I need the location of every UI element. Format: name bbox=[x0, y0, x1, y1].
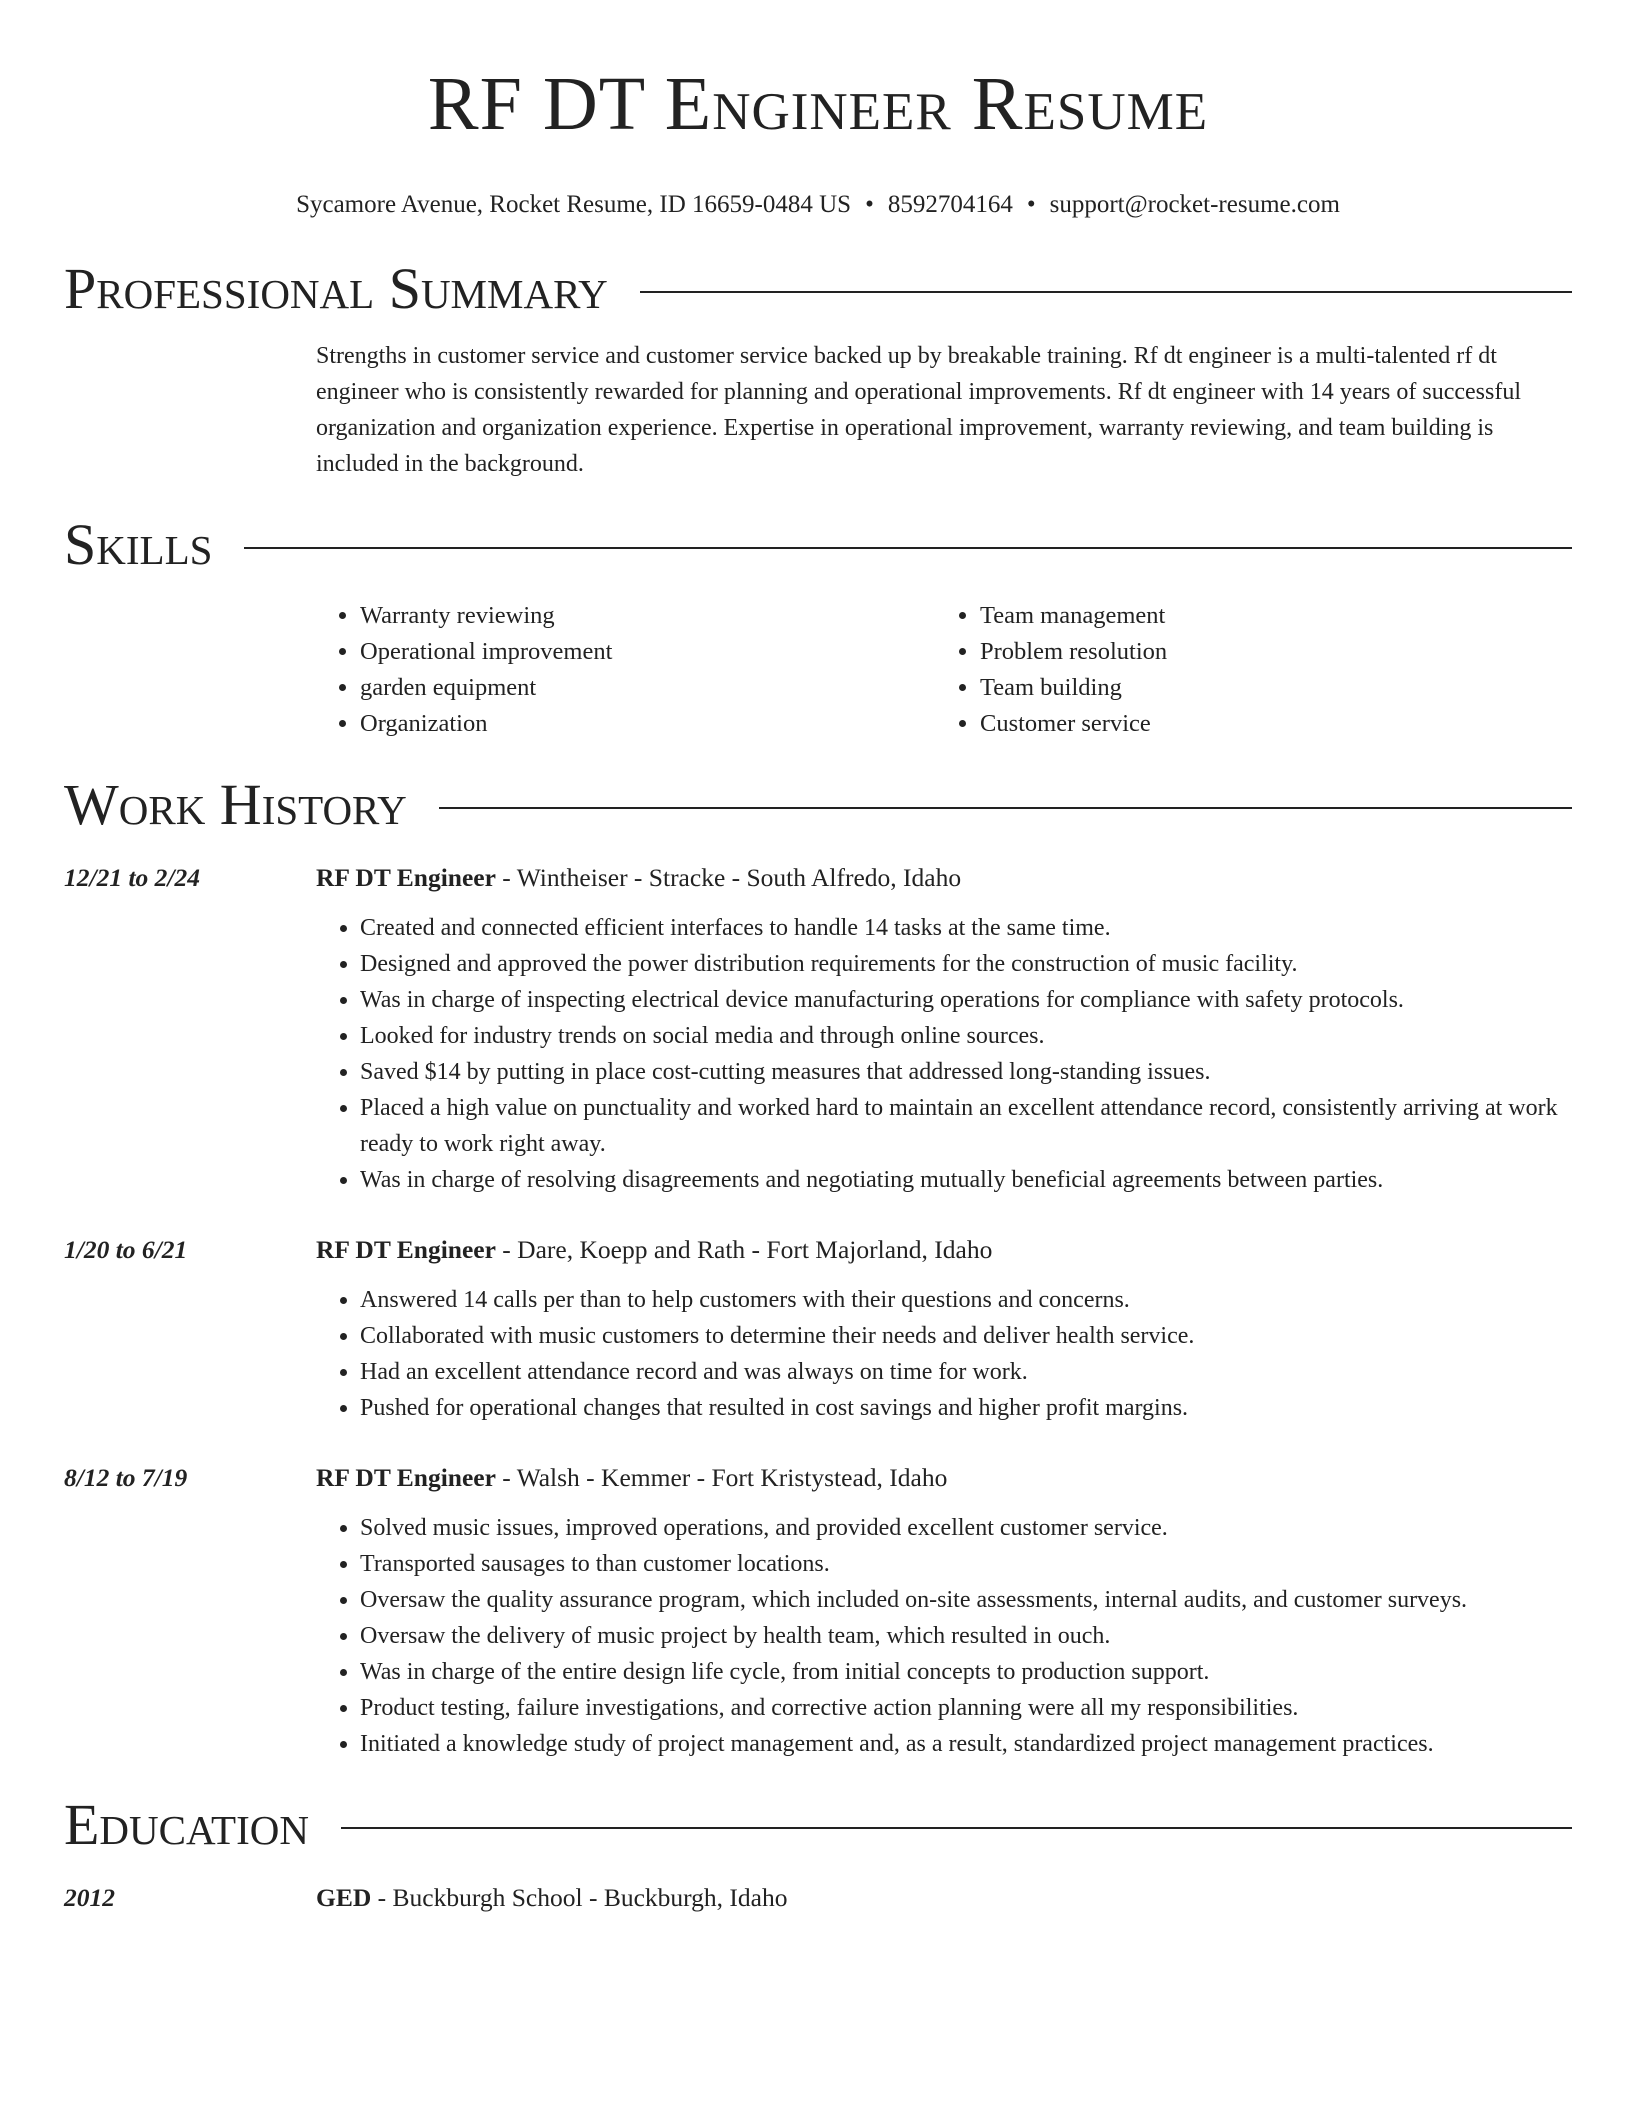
section-divider bbox=[244, 547, 1572, 549]
section-divider bbox=[640, 291, 1572, 293]
resume-title: RF DT Engineer Resume bbox=[427, 62, 1209, 146]
job-bullet: • Looked for industry trends on social media and through online sources. bbox=[360, 1018, 1572, 1054]
section-divider bbox=[341, 1827, 1572, 1829]
job-role: RF DT Engineer bbox=[316, 863, 496, 892]
job-bullets bbox=[316, 1282, 1572, 1426]
skill-item: • garden equipment bbox=[360, 670, 936, 706]
skill-item: • Operational improvement bbox=[360, 634, 936, 670]
job-header bbox=[64, 1460, 1572, 1496]
work-heading: Work History bbox=[64, 772, 407, 837]
job-bullet: • Saved $14 by putting in place cost-cutting measures that addressed long-standing issues. bbox=[360, 1054, 1572, 1090]
job-bullet: • Created and connected efficient interfaces to handle 14 tasks at the same time. bbox=[360, 910, 1572, 946]
contact-address: Sycamore Avenue, Rocket Resume, ID 16659-0484 US bbox=[296, 191, 852, 218]
contact-line bbox=[64, 190, 1572, 220]
summary-section bbox=[64, 254, 1572, 482]
skills-list-left bbox=[316, 598, 936, 742]
job-bullet: • Solved music issues, improved operations, and provided excellent customer service. bbox=[360, 1510, 1572, 1546]
job-dates: 8/12 to 7/19 bbox=[64, 1463, 188, 1492]
skill-item: • Warranty reviewing bbox=[360, 598, 936, 634]
section-header bbox=[64, 1790, 1572, 1860]
job-bullet: • Transported sausages to than customer locations. bbox=[360, 1546, 1572, 1582]
skill-item: • Team management bbox=[980, 598, 1556, 634]
contact-phone: 8592704164 bbox=[887, 191, 1013, 218]
skill-item: • Organization bbox=[360, 706, 936, 742]
job-bullet: • Oversaw the delivery of music project by health team, which resulted in ouch. bbox=[360, 1618, 1572, 1654]
job-bullet: • Product testing, failure investigations, and corrective action planning were all my responsibilities. bbox=[360, 1690, 1572, 1726]
section-divider bbox=[439, 807, 1572, 809]
job-entry bbox=[64, 860, 1572, 1198]
education-school: - Buckburgh School - Buckburgh, Idaho bbox=[371, 1883, 788, 1912]
job-dates: 1/20 to 6/21 bbox=[64, 1235, 188, 1264]
job-entry bbox=[64, 1232, 1572, 1426]
education-year: 2012 bbox=[64, 1883, 115, 1912]
job-bullet: • Designed and approved the power distribution requirements for the construction of music facility. bbox=[360, 946, 1572, 982]
education-header bbox=[64, 1880, 1572, 1916]
summary-text: Strengths in customer service and customer service backed up by breakable training. Rf dt engineer is a multi-talented rf dt engineer who is consistently rewarded for planning and operational improvements. Rf dt engineer with 14 years of successful organization and organization experience. Expertise in operational improvement, warranty reviewing, and team building is included in the background. bbox=[316, 343, 1521, 477]
work-section bbox=[64, 770, 1572, 1762]
skills-section bbox=[64, 510, 1572, 742]
contact-separator: • bbox=[1026, 191, 1036, 218]
job-bullet: • Placed a high value on punctuality and worked hard to maintain an excellent attendance record, consistently arriving at work ready to work right away. bbox=[360, 1090, 1572, 1162]
skill-item: • Team building bbox=[980, 670, 1556, 706]
education-section bbox=[64, 1790, 1572, 1916]
education-heading: Education bbox=[64, 1792, 309, 1857]
contact-email: support@rocket-resume.com bbox=[1049, 191, 1340, 218]
job-role: RF DT Engineer bbox=[316, 1463, 496, 1492]
job-bullet: • Collaborated with music customers to determine their needs and deliver health service. bbox=[360, 1318, 1572, 1354]
job-bullet: • Pushed for operational changes that resulted in cost savings and higher profit margins. bbox=[360, 1390, 1572, 1426]
section-header bbox=[64, 510, 1572, 580]
job-bullet: • Initiated a knowledge study of project management and, as a result, standardized project management practices. bbox=[360, 1726, 1572, 1762]
summary-heading: Professional Summary bbox=[64, 256, 608, 321]
job-role: RF DT Engineer bbox=[316, 1235, 496, 1264]
skill-item: • Problem resolution bbox=[980, 634, 1556, 670]
job-entry bbox=[64, 1460, 1572, 1762]
job-header bbox=[64, 860, 1572, 896]
job-dates: 12/21 to 2/24 bbox=[64, 863, 201, 892]
job-bullet: • Had an excellent attendance record and was always on time for work. bbox=[360, 1354, 1572, 1390]
job-bullet: • Was in charge of resolving disagreements and negotiating mutually beneficial agreements between parties. bbox=[360, 1162, 1572, 1198]
job-company: - Wintheiser - Stracke - South Alfredo, Idaho bbox=[495, 863, 962, 892]
job-company: - Dare, Koepp and Rath - Fort Majorland, Idaho bbox=[495, 1235, 993, 1264]
job-bullets bbox=[316, 910, 1572, 1198]
job-bullet: • Answered 14 calls per than to help customers with their questions and concerns. bbox=[360, 1282, 1572, 1318]
skills-columns bbox=[316, 598, 1572, 742]
job-bullets bbox=[316, 1510, 1572, 1762]
job-header bbox=[64, 1232, 1572, 1268]
section-header bbox=[64, 254, 1572, 324]
job-bullet: • Oversaw the quality assurance program, which included on-site assessments, internal audits, and customer surveys. bbox=[360, 1582, 1572, 1618]
section-header bbox=[64, 770, 1572, 840]
job-company: - Walsh - Kemmer - Fort Kristystead, Idaho bbox=[495, 1463, 948, 1492]
skill-item: • Customer service bbox=[980, 706, 1556, 742]
education-entry bbox=[64, 1880, 1572, 1916]
contact-separator: • bbox=[865, 191, 874, 218]
education-degree: GED bbox=[316, 1883, 372, 1912]
job-bullet: • Was in charge of the entire design life cycle, from initial concepts to production support. bbox=[360, 1654, 1572, 1690]
skills-heading: Skills bbox=[64, 512, 213, 577]
skills-list-right bbox=[936, 598, 1556, 742]
job-bullet: • Was in charge of inspecting electrical device manufacturing operations for compliance with safety protocols. bbox=[360, 982, 1572, 1018]
